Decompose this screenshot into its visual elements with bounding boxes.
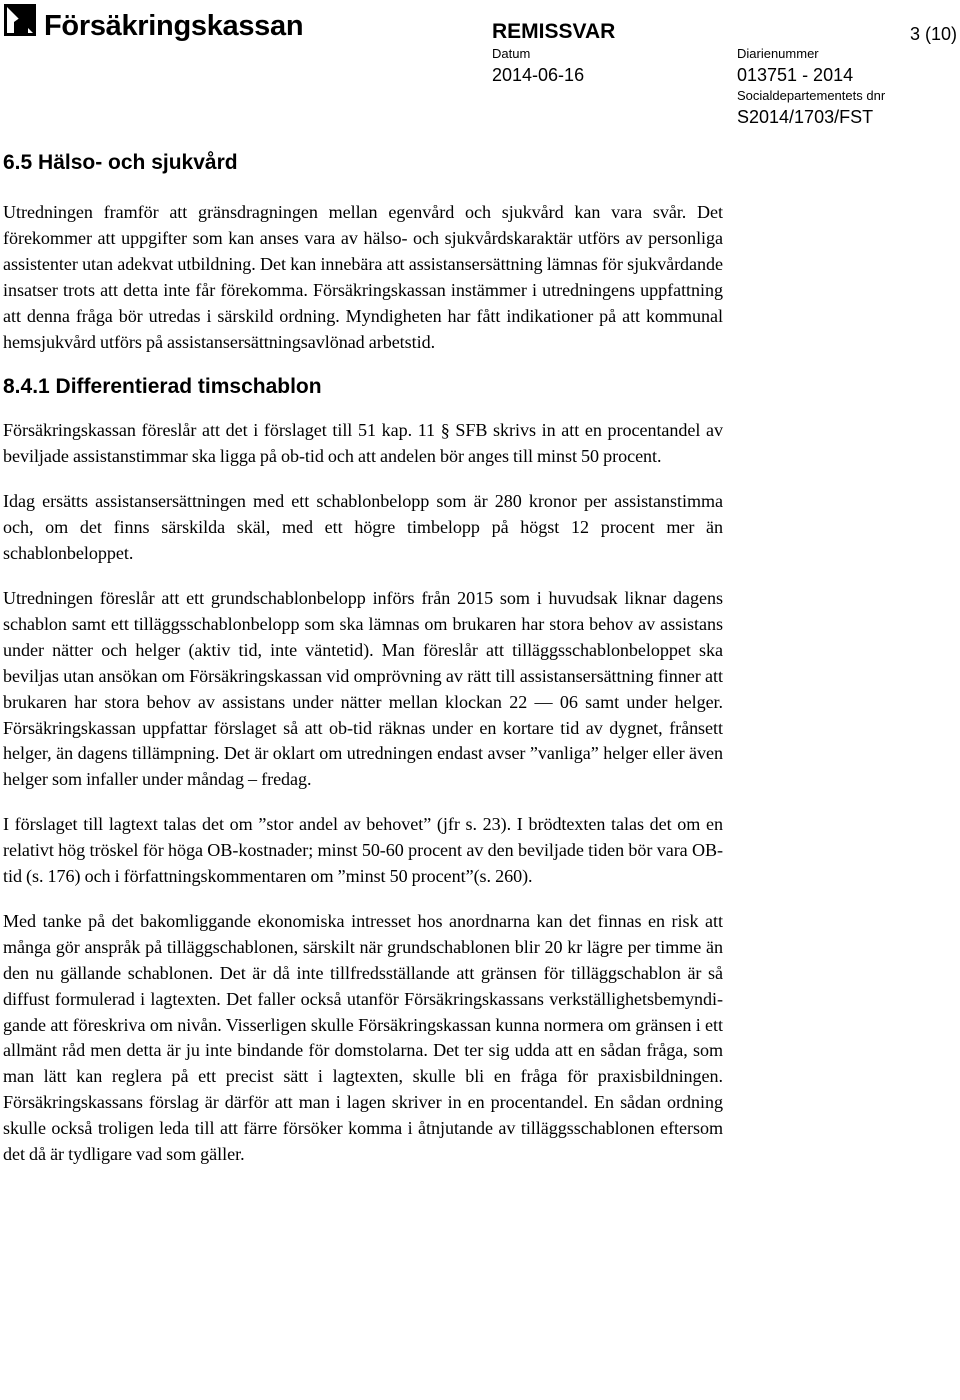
- date-label: Datum: [492, 46, 531, 61]
- section-heading-health-care: 6.5 Hälso- och sjukvård: [3, 151, 238, 174]
- page-number: 3 (10): [910, 24, 958, 44]
- ministry-reference-value: S2014/1703/FST: [737, 107, 874, 127]
- paragraph: Med tanke på det bakomliggande ekonomiska intresset hos anordnarna kan det finnas en risk att många gör anspråk på tilläggschablonen, särskilt när grundschablonen blir 20 kr lägre per timme än den nu gällande schablonen. Det är då inte tillfredsställande att gränsen för tilläggschablon är så diffust formulerad i lagtexten. Det faller också utanför Försäkringskassans verkställighetsbemyndigande att föreskriva om nivån. Visserligen skulle Försäkringskassan kunna normera om gränsen i ett allmänt råd men detta är ju inte bindande för domstolarna. Det ter sig udda att en sådan fråga, som man lätt kan reglera på ett precist sätt i lagtexten, skulle bli en fråga för praxisbildningen. Försäkringskassans förslag är därför att man i lagen skriver in en procentandel. En sådan ordning skulle också troligen leda till att färre försöker komma i åtnjutande av tilläggsschablonen eftersom det då är tydligare vad som gäller.: [3, 910, 723, 1165]
- ministry-reference-label: Socialdepartementets dnr: [737, 88, 886, 103]
- paragraph: Försäkringskassan föreslår att det i förslaget till 51 kap. 11 § SFB skrivs in att en procentandel av beviljade assistanstimmar ska ligga på ob-tid och att andelen bör anges till minst 50 procent.: [3, 420, 723, 467]
- organization-name: Försäkringskassan: [44, 10, 304, 42]
- document-type: REMISSVAR: [492, 20, 616, 43]
- paragraph: Utredningen framför att gränsdragningen mellan egenvård och sjukvård kan vara svår. Det förekommer att uppgifter som kan anses vara av hälso- och sjukvårdskaraktär utförs av personliga assistenter utan adekvat utbildning. Det kan innebära att assistansersättning lämnas för sjukvårdande insatser trots att detta inte får förekomma. Försäkringskassan instämmer i utredningens uppfattning att denna fråga bör utredas i särskild ordning. Myndigheten har fått indikationer på att kommunal hemsjukvård utförs på assistansersättningsavlönad arbetstid.: [3, 202, 723, 352]
- paragraph: Utredningen föreslår att ett grundschablonbelopp införs från 2015 som i huvudsak liknar dagens schablon samt ett tilläggsschablonbelopp som ska lämnas om brukaren har stora behov av assistans under nätter och helger (aktiv tid, inte väntetid). Man föreslår att tilläggsschablonbeloppet ska beviljas utan ansökan om Försäkringskassan vid omprövning av rätt till assistansersättning finner att brukaren har stora behov av assistans under nätter mellan klockan 22 — 06 samt under helger. Försäkringskassan uppfattar förslaget så att ob-tid räknas under en kortare tid av dygnet, frånsett helger, än dagens tillämpning. Det är oklart om utredningen endast avser ”vanliga” helger eller även helger som infaller under måndag – fredag.: [3, 587, 723, 790]
- section-heading-differentiated-rate: 8.4.1 Differentierad timschablon: [3, 375, 322, 399]
- forsakringskassan-logo-icon: [3, 3, 37, 37]
- document-body: [3, 150, 723, 1187]
- registry-number-value: 013751 - 2014: [737, 65, 854, 85]
- paragraph: Idag ersätts assistansersättningen med ett schablonbelopp som är 280 kronor per assistanstimma och, om det finns särskilda skäl, med ett högre timbelopp på högst 12 procent mer än schablonbeloppet.: [3, 491, 723, 564]
- paragraph: I förslaget till lagtext talas det om ”stor andel av behovet” (jfr s. 23). I brödtexten talas det om en relativt hög tröskel för höga OB-kostnader; minst 50-60 procent av den beviljade tiden bör vara OB-tid (s. 176) och i författningskommentaren om ”minst 50 procent”(s. 260).: [3, 814, 723, 887]
- registry-number-label: Diarienummer: [737, 46, 819, 61]
- date-value: 2014-06-16: [492, 65, 585, 85]
